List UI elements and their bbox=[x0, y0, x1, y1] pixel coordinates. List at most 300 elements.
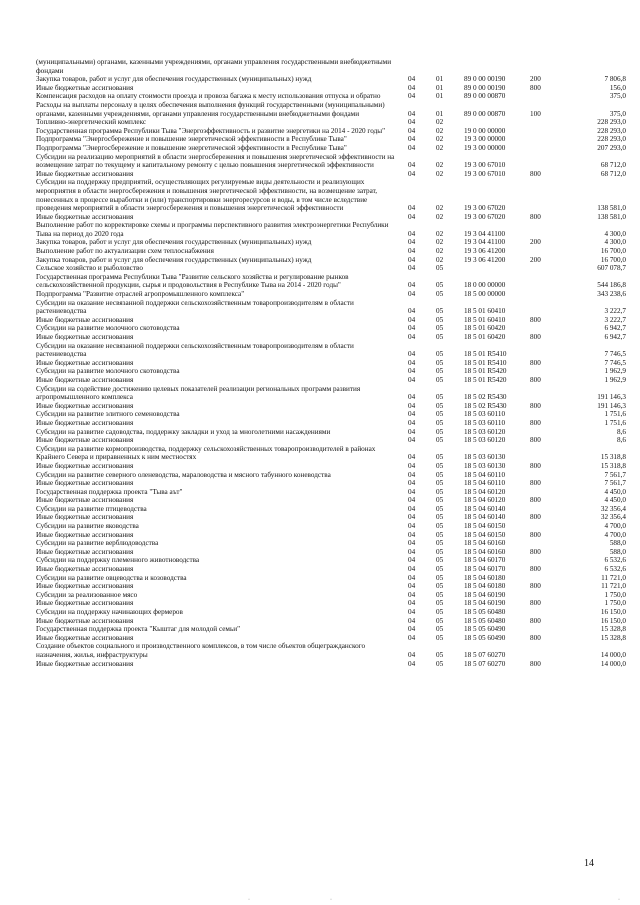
row-section: 04 bbox=[408, 461, 416, 470]
table-row bbox=[36, 118, 632, 127]
row-name: Субсидии на развитие овцеводства и козоводства bbox=[36, 573, 187, 582]
row-section: 04 bbox=[408, 290, 416, 299]
row-subsection: 05 bbox=[436, 599, 444, 608]
row-subsection: 05 bbox=[436, 504, 444, 513]
row-name: Государственная программа Республики Тыва "Развитие сельского хозяйства и регулирование рынков сельскохозяйственной продукции, сырья и продовольствия в Республике Тыва на 2014 - 2020 годы" bbox=[36, 272, 349, 290]
row-target-code: 19 3 04 41100 bbox=[464, 229, 506, 238]
row-target-code: 18 5 01 R5420 bbox=[464, 367, 507, 376]
row-section: 04 bbox=[408, 135, 416, 144]
row-subsection: 05 bbox=[436, 582, 444, 591]
row-subsection: 02 bbox=[436, 204, 444, 213]
row-name: Выполнение работ по корректировке схемы и программы перспективного развития электроэнергетики Республики Тыва на период до 2020 года bbox=[36, 221, 389, 238]
row-name: Государственная программа Республики Тыва "Энергоэффективность и развитие энергетики на 2014 - 2020 годы" bbox=[36, 126, 386, 135]
row-expense-type: 800 bbox=[530, 616, 541, 625]
row-name: Субсидии за реализованное мясо bbox=[36, 590, 138, 599]
row-amount: 7 806,8 bbox=[604, 75, 626, 84]
row-section: 04 bbox=[408, 539, 416, 548]
row-section: 04 bbox=[408, 401, 416, 410]
row-name: Выполнение работ по актуализации схем теплоснабжения bbox=[36, 247, 214, 256]
row-section: 04 bbox=[408, 608, 416, 616]
row-name: Закупка товаров, работ и услуг для обеспечения государственных (муниципальных) нужд bbox=[36, 255, 312, 264]
row-section: 04 bbox=[408, 633, 416, 642]
row-amount: 1 750,0 bbox=[604, 590, 626, 599]
row-name: Субсидии на содействие достижению целевых показателей реализации региональных программ развития агропромышленного комплекса bbox=[36, 384, 361, 402]
row-section: 04 bbox=[408, 350, 416, 359]
table-row bbox=[36, 316, 632, 325]
row-subsection: 05 bbox=[436, 556, 444, 565]
row-name: Сельское хозяйство и рыболовство bbox=[36, 264, 143, 273]
row-target-code: 18 0 00 00000 bbox=[464, 281, 506, 290]
row-section: 04 bbox=[408, 324, 416, 333]
table-row bbox=[36, 513, 632, 522]
row-target-code: 18 5 02 R5430 bbox=[464, 401, 507, 410]
table-row bbox=[36, 402, 632, 411]
row-target-code: 18 5 04 60150 bbox=[464, 522, 506, 531]
row-amount: 375,0 bbox=[609, 109, 626, 118]
row-target-code: 18 5 04 60180 bbox=[464, 582, 506, 591]
table-row bbox=[36, 599, 632, 608]
row-name: Иные бюджетные ассигнования bbox=[36, 212, 134, 221]
row-expense-type: 800 bbox=[530, 315, 541, 324]
row-section: 04 bbox=[408, 436, 416, 445]
row-subsection: 02 bbox=[436, 229, 444, 238]
row-expense-type: 800 bbox=[530, 582, 541, 591]
row-target-code: 18 5 04 60120 bbox=[464, 487, 506, 496]
row-amount: 138 581,0 bbox=[597, 204, 626, 213]
row-subsection: 05 bbox=[436, 659, 444, 668]
row-subsection: 05 bbox=[436, 487, 444, 496]
row-target-code: 18 5 04 60170 bbox=[464, 556, 506, 565]
row-expense-type: 800 bbox=[530, 479, 541, 488]
table-row bbox=[36, 436, 632, 445]
row-target-code: 89 0 00 00190 bbox=[464, 83, 506, 92]
row-subsection: 05 bbox=[436, 436, 444, 445]
row-expense-type: 800 bbox=[530, 418, 541, 427]
row-section: 04 bbox=[408, 650, 416, 659]
table-row bbox=[36, 522, 632, 531]
row-amount: 1 751,6 bbox=[604, 418, 626, 427]
row-amount: 191 146,3 bbox=[597, 393, 626, 402]
row-section: 04 bbox=[408, 522, 416, 531]
row-subsection: 05 bbox=[436, 264, 444, 273]
table-row bbox=[36, 642, 632, 659]
row-amount: 15 318,8 bbox=[600, 453, 626, 462]
row-expense-type: 800 bbox=[530, 659, 541, 668]
row-expense-type: 800 bbox=[530, 436, 541, 445]
table-row bbox=[36, 496, 632, 505]
row-amount: 207 293,0 bbox=[597, 143, 626, 152]
row-name: Субсидии на развитие яководства bbox=[36, 522, 139, 531]
row-name: Иные бюджетные ассигнования bbox=[36, 659, 134, 668]
row-subsection: 02 bbox=[436, 169, 444, 178]
scan-edge-marks: · · · bbox=[248, 897, 620, 903]
row-subsection: 05 bbox=[436, 513, 444, 522]
row-section: 04 bbox=[408, 358, 416, 367]
row-amount: 16 700,0 bbox=[600, 255, 626, 264]
row-amount: 156,0 bbox=[609, 83, 626, 92]
row-name: Иные бюджетные ассигнования bbox=[36, 436, 134, 445]
row-section: 04 bbox=[408, 547, 416, 556]
row-name: Топливно-энергетический комплекс bbox=[36, 118, 147, 127]
row-amount: 68 712,0 bbox=[600, 169, 626, 178]
row-target-code: 89 0 00 00870 bbox=[464, 109, 506, 118]
row-subsection: 02 bbox=[436, 255, 444, 264]
row-name: Иные бюджетные ассигнования bbox=[36, 358, 134, 367]
table-row bbox=[36, 445, 632, 462]
row-section: 04 bbox=[408, 333, 416, 341]
row-target-code: 19 3 06 41200 bbox=[464, 255, 506, 264]
row-target-code: 19 3 00 67020 bbox=[464, 204, 506, 213]
table-row bbox=[36, 324, 632, 333]
table-row bbox=[36, 92, 632, 101]
row-subsection: 05 bbox=[436, 565, 444, 574]
row-subsection: 02 bbox=[436, 161, 444, 170]
table-row bbox=[36, 238, 632, 247]
row-target-code: 18 5 04 60140 bbox=[464, 513, 506, 522]
table-row bbox=[36, 376, 632, 385]
row-amount: 6 942,7 bbox=[604, 333, 626, 341]
table-row bbox=[36, 505, 632, 514]
row-target-code: 18 5 05 60490 bbox=[464, 633, 506, 642]
row-name: Субсидии на поддержку предприятий, осуществляющих регулируемые виды деятельности и реализующих мероприятия в области энергосбережения и повышения энергетической эффективности, на возмещение затрат, понесенных в процессе выработки и (или) транспортировки энергоресурсов и воды, в том числе вследствие проведения мероприятий в области энергосбережения и повышения энергетической эффективности bbox=[36, 178, 378, 213]
row-name: Субсидии на развитие северного оленеводства, мараловодства и мясного табунного коневодства bbox=[36, 470, 331, 479]
row-section: 04 bbox=[408, 126, 416, 135]
row-amount: 15 318,8 bbox=[600, 461, 626, 470]
row-section: 04 bbox=[408, 487, 416, 496]
row-expense-type: 200 bbox=[530, 238, 541, 247]
row-name: Субсидии на поддержку племенного животноводства bbox=[36, 556, 200, 565]
row-amount: 191 146,3 bbox=[597, 401, 626, 410]
row-subsection: 05 bbox=[436, 539, 444, 548]
table-row bbox=[36, 539, 632, 548]
row-amount: 228 293,0 bbox=[597, 118, 626, 127]
budget-table bbox=[36, 58, 632, 668]
row-section: 04 bbox=[408, 496, 416, 505]
table-row bbox=[36, 548, 632, 557]
row-target-code: 19 3 00 67010 bbox=[464, 169, 506, 178]
row-name: (муниципальными) органами, казенными учреждениями, органами управления государственными внебюджетными фондами bbox=[36, 58, 392, 75]
table-row bbox=[36, 221, 632, 238]
row-subsection: 02 bbox=[436, 238, 444, 247]
row-target-code: 18 5 01 R5410 bbox=[464, 350, 507, 359]
row-amount: 375,0 bbox=[609, 92, 626, 101]
table-row bbox=[36, 582, 632, 591]
row-amount: 7 561,7 bbox=[604, 470, 626, 479]
row-subsection: 02 bbox=[436, 247, 444, 256]
row-target-code: 89 0 00 00870 bbox=[464, 92, 506, 101]
row-amount: 15 328,8 bbox=[600, 625, 626, 634]
row-subsection: 01 bbox=[436, 83, 444, 92]
row-section: 04 bbox=[408, 204, 416, 213]
row-expense-type: 800 bbox=[530, 599, 541, 608]
row-target-code: 18 5 04 60190 bbox=[464, 590, 506, 599]
row-name: Компенсация расходов на оплату стоимости проезда и провоза багажа к месту использования отпуска и обратно bbox=[36, 92, 381, 101]
row-target-code: 18 5 00 00000 bbox=[464, 290, 506, 299]
table-row bbox=[36, 153, 632, 170]
table-row bbox=[36, 556, 632, 565]
row-subsection: 05 bbox=[436, 315, 444, 324]
row-name: Закупка товаров, работ и услуг для обеспечения государственных (муниципальных) нужд bbox=[36, 238, 312, 247]
row-subsection: 05 bbox=[436, 401, 444, 410]
table-row bbox=[36, 84, 632, 93]
table-row bbox=[36, 213, 632, 222]
row-name: Субсидии на развитие птицеводства bbox=[36, 504, 147, 513]
row-amount: 8,6 bbox=[617, 436, 626, 445]
row-name: Подпрограмма "Энергосбережение и повышение энергетической эффективности в Республике Тыва" bbox=[36, 135, 347, 144]
table-row bbox=[36, 410, 632, 419]
row-target-code: 18 5 04 60160 bbox=[464, 547, 506, 556]
row-name: Закупка товаров, работ и услуг для обеспечения государственных (муниципальных) нужд bbox=[36, 75, 312, 84]
row-section: 04 bbox=[408, 307, 416, 316]
table-row bbox=[36, 634, 632, 643]
row-amount: 3 222,7 bbox=[604, 307, 626, 316]
table-row bbox=[36, 660, 632, 669]
row-subsection: 05 bbox=[436, 522, 444, 531]
row-amount: 4 700,0 bbox=[604, 530, 626, 539]
row-section: 04 bbox=[408, 582, 416, 591]
row-expense-type: 800 bbox=[530, 83, 541, 92]
table-row bbox=[36, 462, 632, 471]
row-section: 04 bbox=[408, 565, 416, 574]
row-subsection: 05 bbox=[436, 479, 444, 488]
row-amount: 4 450,0 bbox=[604, 487, 626, 496]
row-section: 04 bbox=[408, 118, 416, 127]
row-subsection: 05 bbox=[436, 461, 444, 470]
row-subsection: 05 bbox=[436, 350, 444, 359]
row-section: 04 bbox=[408, 625, 416, 634]
row-amount: 588,0 bbox=[609, 539, 626, 548]
row-target-code: 18 5 03 60110 bbox=[464, 418, 506, 427]
row-amount: 7 561,7 bbox=[604, 479, 626, 488]
row-section: 04 bbox=[408, 453, 416, 462]
table-row bbox=[36, 385, 632, 402]
row-expense-type: 800 bbox=[530, 169, 541, 178]
row-expense-type: 800 bbox=[530, 461, 541, 470]
row-subsection: 02 bbox=[436, 126, 444, 135]
table-row bbox=[36, 333, 632, 342]
row-section: 04 bbox=[408, 599, 416, 608]
row-amount: 228 293,0 bbox=[597, 126, 626, 135]
row-target-code: 18 5 07 60270 bbox=[464, 650, 506, 659]
row-name: Субсидии на развитие молочного скотоводства bbox=[36, 324, 180, 333]
row-amount: 6 942,7 bbox=[604, 324, 626, 333]
row-subsection: 01 bbox=[436, 75, 444, 84]
row-section: 04 bbox=[408, 212, 416, 221]
row-subsection: 05 bbox=[436, 470, 444, 479]
row-target-code: 18 5 03 60110 bbox=[464, 410, 506, 419]
row-name: Субсидии на развитие молочного скотоводства bbox=[36, 367, 180, 376]
row-subsection: 05 bbox=[436, 427, 444, 436]
row-subsection: 05 bbox=[436, 573, 444, 582]
row-section: 04 bbox=[408, 92, 416, 101]
row-target-code: 19 3 04 41100 bbox=[464, 238, 506, 247]
row-amount: 68 712,0 bbox=[600, 161, 626, 170]
row-subsection: 05 bbox=[436, 547, 444, 556]
row-section: 04 bbox=[408, 247, 416, 256]
row-name: Иные бюджетные ассигнования bbox=[36, 599, 134, 608]
row-expense-type: 800 bbox=[530, 530, 541, 539]
table-row bbox=[36, 419, 632, 428]
row-target-code: 18 5 05 60480 bbox=[464, 616, 506, 625]
row-amount: 32 356,4 bbox=[600, 504, 626, 513]
row-subsection: 05 bbox=[436, 650, 444, 659]
row-name: Создание объектов социального и производственного комплексов, в том числе объектов общегражданского назначения, жилья, инфраструктуры bbox=[36, 642, 366, 659]
row-expense-type: 800 bbox=[530, 333, 541, 341]
table-row bbox=[36, 290, 632, 299]
row-amount: 8,6 bbox=[617, 427, 626, 436]
row-amount: 11 721,0 bbox=[601, 573, 626, 582]
row-name: Субсидии на оказание несвязанной поддержки сельскохозяйственным товаропроизводителям в области растениеводства bbox=[36, 341, 354, 359]
row-section: 04 bbox=[408, 375, 416, 384]
row-target-code: 18 5 01 R5410 bbox=[464, 358, 507, 367]
row-subsection: 05 bbox=[436, 633, 444, 642]
table-row bbox=[36, 101, 632, 118]
row-amount: 11 721,0 bbox=[601, 582, 626, 591]
row-name: Государственная поддержка проекта "Кыштаг для молодой семьи" bbox=[36, 625, 241, 634]
row-name: Субсидии на развитие элитного семеноводства bbox=[36, 410, 180, 419]
row-target-code: 19 3 00 00000 bbox=[464, 143, 506, 152]
row-target-code: 18 5 03 60130 bbox=[464, 453, 506, 462]
table-row bbox=[36, 617, 632, 626]
row-name: Иные бюджетные ассигнования bbox=[36, 496, 134, 505]
row-amount: 16 700,0 bbox=[600, 247, 626, 256]
row-expense-type: 800 bbox=[530, 565, 541, 574]
row-expense-type: 800 bbox=[530, 547, 541, 556]
row-section: 04 bbox=[408, 264, 416, 273]
row-name: Подпрограмма "Энергосбережение и повышение энергетической эффективности в Республике Тыва" bbox=[36, 143, 347, 152]
row-target-code: 18 5 04 60120 bbox=[464, 496, 506, 505]
page-number: 14 bbox=[584, 858, 594, 869]
row-target-code: 18 5 03 60130 bbox=[464, 461, 506, 470]
row-expense-type: 800 bbox=[530, 513, 541, 522]
row-name: Иные бюджетные ассигнования bbox=[36, 83, 134, 92]
row-subsection: 05 bbox=[436, 625, 444, 634]
row-expense-type: 800 bbox=[530, 633, 541, 642]
row-expense-type: 800 bbox=[530, 375, 541, 384]
row-target-code: 89 0 00 00190 bbox=[464, 75, 506, 84]
row-subsection: 02 bbox=[436, 212, 444, 221]
row-amount: 1 751,6 bbox=[604, 410, 626, 419]
row-amount: 14 000,0 bbox=[600, 659, 626, 668]
row-section: 04 bbox=[408, 75, 416, 84]
row-target-code: 18 5 01 60420 bbox=[464, 324, 506, 333]
row-amount: 6 532,6 bbox=[604, 565, 626, 574]
row-section: 04 bbox=[408, 479, 416, 488]
row-section: 04 bbox=[408, 393, 416, 402]
row-target-code: 19 3 06 41200 bbox=[464, 247, 506, 256]
row-subsection: 05 bbox=[436, 393, 444, 402]
row-amount: 4 700,0 bbox=[604, 522, 626, 531]
row-section: 04 bbox=[408, 238, 416, 247]
row-subsection: 05 bbox=[436, 530, 444, 539]
row-target-code: 18 5 03 60120 bbox=[464, 427, 506, 436]
row-amount: 607 078,7 bbox=[597, 264, 626, 273]
table-row bbox=[36, 127, 632, 136]
row-target-code: 18 5 03 60120 bbox=[464, 436, 506, 445]
table-row bbox=[36, 170, 632, 179]
row-target-code: 18 5 01 60410 bbox=[464, 315, 506, 324]
row-name: Субсидии на оказание несвязанной поддержки сельскохозяйственным товаропроизводителям в области растениеводства bbox=[36, 298, 354, 316]
row-expense-type: 800 bbox=[530, 401, 541, 410]
row-amount: 32 356,4 bbox=[600, 513, 626, 522]
table-row bbox=[36, 428, 632, 437]
row-name: Иные бюджетные ассигнования bbox=[36, 582, 134, 591]
row-name: Государственная поддержка проекта "Тыва аът" bbox=[36, 487, 183, 496]
row-expense-type: 800 bbox=[530, 496, 541, 505]
row-amount: 1 962,9 bbox=[604, 367, 626, 376]
row-name: Субсидии на развитие садоводства, поддержку закладки и уход за многолетними насаждениями bbox=[36, 427, 331, 436]
row-section: 04 bbox=[408, 143, 416, 152]
row-subsection: 05 bbox=[436, 290, 444, 299]
table-row bbox=[36, 608, 632, 617]
row-name: Расходы на выплаты персоналу в целях обеспечения выполнения функций государственными (муниципальными) органами, казенными учреждениями, органами управления государственными внебюджетными фондами bbox=[36, 100, 385, 118]
row-name: Иные бюджетные ассигнования bbox=[36, 633, 134, 642]
row-target-code: 19 0 00 00000 bbox=[464, 126, 506, 135]
row-amount: 4 300,0 bbox=[604, 238, 626, 247]
row-subsection: 02 bbox=[436, 143, 444, 152]
row-amount: 138 581,0 bbox=[597, 212, 626, 221]
row-amount: 16 150,0 bbox=[600, 608, 626, 616]
row-name: Иные бюджетные ассигнования bbox=[36, 479, 134, 488]
row-target-code: 19 3 00 67020 bbox=[464, 212, 506, 221]
row-target-code: 18 5 05 60480 bbox=[464, 608, 506, 616]
row-section: 04 bbox=[408, 573, 416, 582]
row-target-code: 18 5 04 60110 bbox=[464, 479, 506, 488]
row-subsection: 05 bbox=[436, 608, 444, 616]
table-row bbox=[36, 479, 632, 488]
table-row bbox=[36, 359, 632, 368]
row-name: Субсидии на поддержку начинающих фермеров bbox=[36, 608, 183, 616]
row-subsection: 05 bbox=[436, 358, 444, 367]
row-amount: 343 238,6 bbox=[597, 290, 626, 299]
row-subsection: 05 bbox=[436, 496, 444, 505]
row-section: 04 bbox=[408, 556, 416, 565]
table-row bbox=[36, 574, 632, 583]
row-section: 04 bbox=[408, 590, 416, 599]
row-amount: 7 746,5 bbox=[604, 358, 626, 367]
row-subsection: 05 bbox=[436, 324, 444, 333]
row-section: 04 bbox=[408, 161, 416, 170]
row-target-code: 19 3 00 67010 bbox=[464, 161, 506, 170]
row-target-code: 18 5 01 60420 bbox=[464, 333, 506, 341]
row-target-code: 18 5 04 60170 bbox=[464, 565, 506, 574]
row-subsection: 05 bbox=[436, 281, 444, 290]
row-section: 04 bbox=[408, 169, 416, 178]
row-name: Иные бюджетные ассигнования bbox=[36, 375, 134, 384]
row-section: 04 bbox=[408, 418, 416, 427]
table-row bbox=[36, 135, 632, 144]
row-section: 04 bbox=[408, 255, 416, 264]
row-expense-type: 200 bbox=[530, 255, 541, 264]
row-amount: 228 293,0 bbox=[597, 135, 626, 144]
row-section: 04 bbox=[408, 616, 416, 625]
row-subsection: 05 bbox=[436, 616, 444, 625]
row-section: 04 bbox=[408, 109, 416, 118]
table-row bbox=[36, 299, 632, 316]
row-target-code: 18 5 04 60190 bbox=[464, 599, 506, 608]
table-row bbox=[36, 367, 632, 376]
row-subsection: 05 bbox=[436, 367, 444, 376]
row-amount: 15 328,8 bbox=[600, 633, 626, 642]
row-name: Иные бюджетные ассигнования bbox=[36, 333, 134, 341]
row-name: Иные бюджетные ассигнования bbox=[36, 169, 134, 178]
table-row bbox=[36, 531, 632, 540]
row-section: 04 bbox=[408, 315, 416, 324]
row-target-code: 18 5 05 60490 bbox=[464, 625, 506, 634]
row-target-code: 18 5 02 R5430 bbox=[464, 393, 507, 402]
row-subsection: 02 bbox=[436, 118, 444, 127]
row-subsection: 05 bbox=[436, 307, 444, 316]
